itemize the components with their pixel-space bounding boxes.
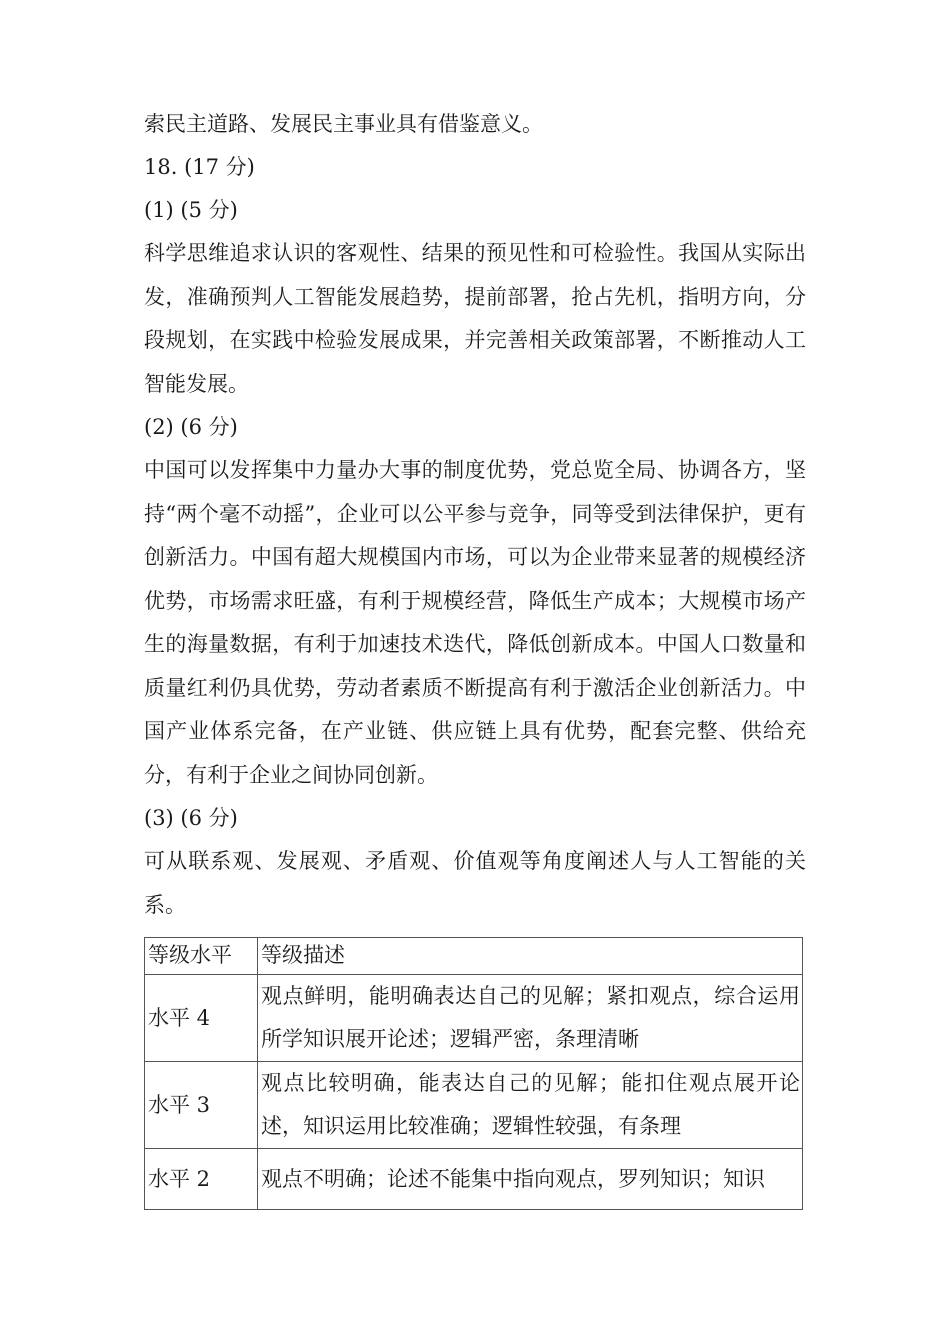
table-row: [145, 1149, 803, 1210]
description-cell: 观点比较明确，能表达自己的见解；能扣住观点展开论述，知识运用比较准确；逻辑性较强，有条理: [258, 1062, 803, 1149]
level-cell: 水平 3: [145, 1062, 258, 1149]
description-cell: 观点不明确；论述不能集中指向观点，罗列知识；知识: [258, 1149, 803, 1210]
continuation-text: 索民主道路、发展民主事业具有借鉴意义。: [144, 112, 543, 136]
header-level: 等级水平: [145, 938, 258, 975]
table-row: [145, 975, 803, 1062]
part-2-label: (2) (6 分): [144, 415, 238, 439]
question-18-title: 18. (17 分): [144, 155, 255, 179]
level-cell: 水平 4: [145, 975, 258, 1062]
table-row: [145, 1062, 803, 1149]
description-cell: 观点鲜明，能明确表达自己的见解；紧扣观点，综合运用所学知识展开论述；逻辑严密，条理清晰: [258, 975, 803, 1062]
level-cell: 水平 2: [145, 1149, 258, 1210]
document-page: [144, 103, 806, 1210]
part-2-answer: 中国可以发挥集中力量办大事的制度优势，党总览全局、协调各方，坚持“两个毫不动摇”，企业可以公平参与竞争，同等受到法律保护，更有创新活力。中国有超大规模国内市场，可以为企业带来显著的规模经济优势，市场需求旺盛，有利于规模经营，降低生产成本；大规模市场产生的海量数据，有利于加速技术迭代，降低创新成本。中国人口数量和质量红利仍具优势，劳动者素质不断提高有利于激活企业创新活力。中国产业体系完备，在产业链、供应链上具有优势，配套完整、供给充分，有利于企业之间协同创新。: [144, 458, 806, 787]
grading-rubric-table: [144, 937, 803, 1210]
part-3-answer: 可从联系观、发展观、矛盾观、价值观等角度阐述人与人工智能的关系。: [144, 849, 806, 917]
part-1-answer: 科学思维追求认识的客观性、结果的预见性和可检验性。我国从实际出发，准确预判人工智能发展趋势，提前部署，抢占先机，指明方向，分段规划，在实践中检验发展成果，并完善相关政策部署，不断推动人工智能发展。: [144, 241, 806, 396]
table-header-row: [145, 938, 803, 975]
part-1-label: (1) (5 分): [144, 198, 238, 222]
header-description: 等级描述: [258, 938, 803, 975]
part-3-label: (3) (6 分): [144, 806, 238, 830]
